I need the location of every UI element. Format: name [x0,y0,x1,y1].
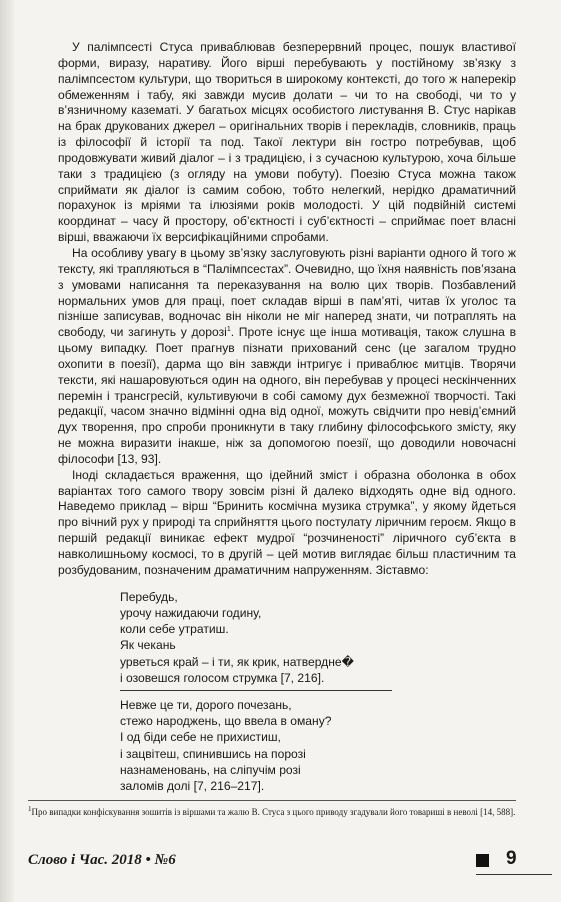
page-number: 9 [506,848,517,869]
article-body [58,40,516,794]
poem-line: заломів долі [7, 216–217]. [120,778,265,793]
poem-line: Невже це ти, дорого почезань, [120,697,292,712]
poem-line: урочу нажидаючи годину, [120,605,262,620]
paragraph-3: Іноді складається враження, що ідейний зміст і образна оболонка в обох варіантах того самого твору зовсім різні й далеко відходять одне від одного. Наведемо приклад – вірш “Бринить космічна музика струмка”, у якому йдеться про вічний рух у природі та сприйняття цього постулату ліричним героєм. Якщо в першій редакції виникає ефект мудрої “розчиненості” ліричного суб’єкта в навколишньому космосі, то в другій – цей мотив виглядає більш пластичним та розбудованим, позначеним драматичним напруженням. Зіставмо: [58,467,516,577]
scan-edge [0,0,14,902]
journal-title: Слово і Час. 2018 • №6 [28,852,176,868]
poem-line: і зацвітеш, спинившись на порозі [120,746,306,761]
paragraph-1: У палімпсесті Стуса приваблював безперервний процес, пошук властивої форми, виразу, наративу. Його вірші перебувають у постійному зв’язку з палімпсестом культури, що твориться в широкому контексті, до того ж наперекір обмеженням і табу, які завжди мусив долати – чи то на свободі, чи то у в’язничному казематі. У багатьох місцях особистого листування В. Стус нарікав на брак друкованих джерел – оригінальних творів і перекладів, словників, праць із філософії й історії та под. Такої лектури він гостро потребував, щоб продовжувати живий діалог – і з традицією, і з сучасною культурою, хоча більше таки з традицією (з огляду на умови побуту). Поезію Стуса можна також сприймати як діалог із самим собою, тобто нелегкий, нерідко драматичний порахунок із мріями та ілюзіями років молодості. У цій подвійній системі координат – часу й простору, об’єктності і суб’єктності – сприймає поет власні вірші, вважаючи їх версифікаційними спробами. [58,40,516,245]
square-icon [476,854,489,867]
footnote-divider [28,800,516,801]
poem-line: і озовешся голосом струмка [7, 216]. [120,670,325,685]
poem-quote [120,589,516,794]
poem-line: Як чекань [120,638,176,653]
page-footer [28,848,528,876]
footer-rule [476,874,552,875]
poem-line: стежо народжень, що ввела в оману? [120,714,332,729]
poem-line: І од біди себе не прихистиш, [120,730,281,745]
footnote-mark: 1 [28,805,32,813]
footnote-reference: 1 [226,326,231,334]
poem-line: урветься край – і ти, як крик, натвердне� [120,654,355,669]
poem-line: назнаменовань, на сліпучім розі [120,762,301,777]
poem-line: коли себе утратиш. [120,622,229,637]
footnote [28,806,516,818]
poem-line: Перебудь, [120,589,178,604]
footnote-text: Про випадки конфіскування зошитів із віршами та жалю В. Стуса з цього приводу згадували його товариші в неволі [14, 588]. [31,807,516,817]
paragraph-2: На особливу увагу в цьому зв’язку заслуговують різні варіанти одного й того ж тексту, які трапляються в “Палімпсестах”. Очевидно, що їхня наявність пов’язана з умовами написання та переказування на волю цих творів. Позбавлений нормальних умов для праці, поет складав вірші в пам’яті, читав їх уголос та пізніше записував, водночас він ніколи не міг наперед знати, чи потраплять на свободу, чи загинуть у дорозі$^1$. Проте існує ще інша мотивація, також слушна в цьому випадку. Поет прагнув пізнати прихований сенс (це загалом трудно охопити в поезії), дарма що він завжди інтригує і приваблює митців. Творячи тексти, які нашаровуються один на одного, він перебував у процесі нескінченних перемін і трансгресій, культивуючи в собі самому дух безмежної творчості. Такі редакції, часом значно відмінні одна від одної, можуть свідчити про невід’ємний дух творення, про спроби проникнути в таку глибину філософського змісту, яку не можна виразити інакше, ніж за допомогою поезії, що доводили новочасні філософи [13, 93]. [58,245,516,466]
poem-divider [120,690,392,691]
